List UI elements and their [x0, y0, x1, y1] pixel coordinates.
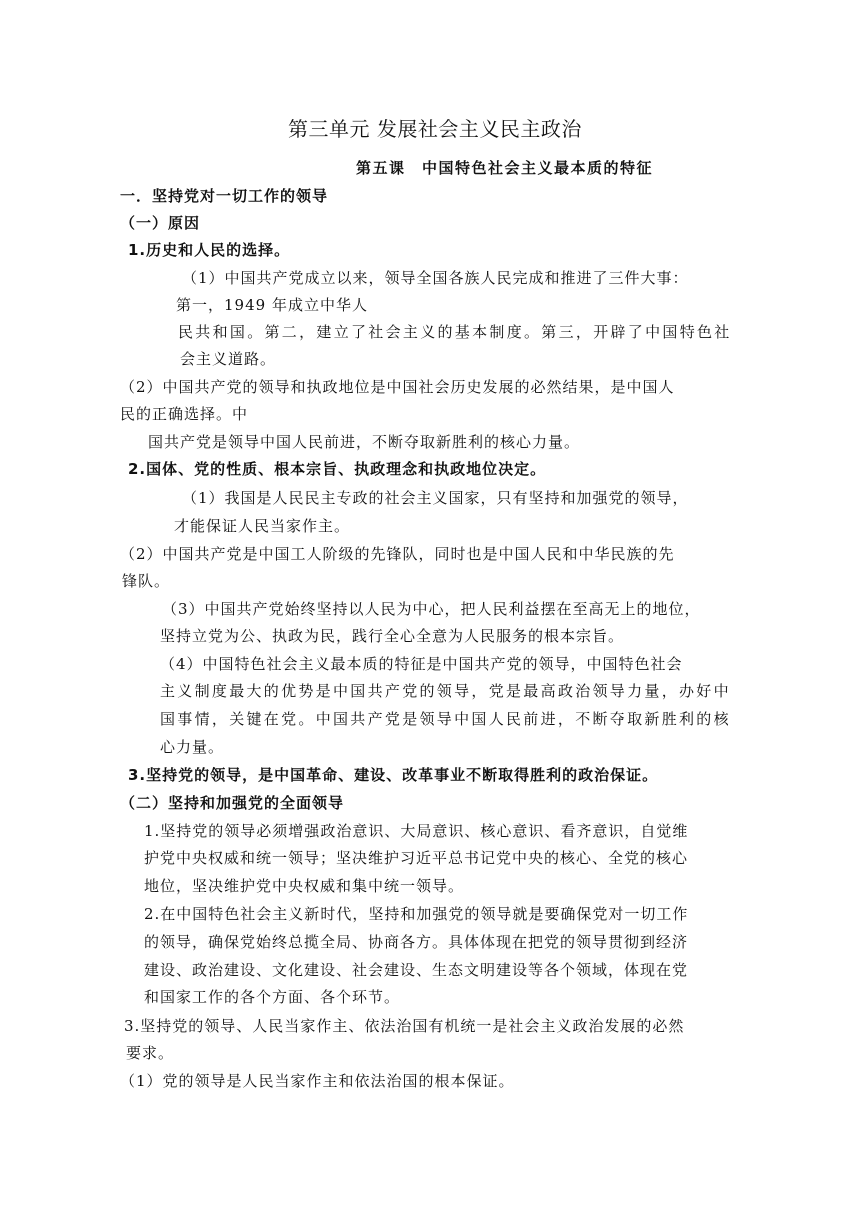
paragraph-line: 国共产党是领导中国人民前进，不断夺取新胜利的核心力量。 [148, 433, 581, 451]
paragraph-line: （2）中国共产党的领导和执政地位是中国社会历史发展的必然结果，是中国人 [120, 378, 675, 396]
paragraph-line: 的领导，确保党始终总揽全局、协商各方。具体体现在把党的领导贯彻到经济 [144, 933, 689, 951]
paragraph-line: 会主义道路。 [180, 350, 277, 368]
paragraph-line: （4）中国特色社会主义最本质的特征是中国共产党的领导，中国特色社会 [160, 655, 683, 673]
paragraph-line: 国事情，关键在党。中国共产党是领导中国人民前进，不断夺取新胜利的核 [160, 710, 731, 728]
paragraph-line: 坚持立党为公、执政为民，践行全心全意为人民服务的根本宗旨。 [160, 627, 625, 645]
paragraph-line: （2）中国共产党是中国工人阶级的先锋队，同时也是中国人民和中华民族的先 [120, 545, 675, 563]
paragraph-line: 民共和国。第二，建立了社会主义的基本制度。第三，开辟了中国特色社 [178, 323, 732, 341]
paragraph-line: 地位，坚决维护党中央权威和集中统一领导。 [144, 877, 465, 895]
paragraph-line: 要求。 [126, 1044, 175, 1062]
paragraph-line: 主义制度最大的优势是中国共产党的领导，党是最高政治领导力量，办好中 [160, 682, 731, 700]
paragraph-line: 2.在中国特色社会主义新时代，坚持和加强党的领导就是要确保党对一切工作 [144, 905, 689, 923]
paragraph-line: （1）我国是人民民主专政的社会主义国家，只有坚持和加强党的领导， [182, 489, 689, 507]
paragraph-line: 3.坚持党的领导、人民当家作主、依法治国有机统一是社会主义政治发展的必然 [124, 1017, 685, 1035]
paragraph-line: （1）中国共产党成立以来，领导全国各族人民完成和推进了三件大事： [182, 269, 689, 287]
lesson-title: 第五课 中国特色社会主义最本质的特征 [356, 159, 654, 177]
point-heading: 2.国体、党的性质、根本宗旨、执政理念和执政地位决定。 [128, 460, 547, 478]
point-heading: 1.历史和人民的选择。 [128, 241, 291, 259]
paragraph-line: 第一，1949 年成立中华人 [176, 296, 368, 314]
subsection-heading: （一）原因 [120, 214, 201, 232]
paragraph-line: （1）党的领导是人民当家作主和依法治国的根本保证。 [120, 1072, 515, 1090]
subsection-heading: （二）坚持和加强党的全面领导 [120, 794, 345, 812]
unit-title: 第三单元 发展社会主义民主政治 [288, 117, 582, 141]
paragraph-line: （3）中国共产党始终坚持以人民为中心，把人民利益摆在至高无上的地位， [162, 600, 701, 618]
paragraph-line: 和国家工作的各个方面、各个环节。 [144, 988, 401, 1006]
paragraph-line: 民的正确选择。中 [120, 405, 249, 423]
point-heading: 3.坚持党的领导，是中国革命、建设、改革事业不断取得胜利的政治保证。 [128, 766, 659, 784]
paragraph-line: 心力量。 [160, 738, 225, 756]
paragraph-line: 护党中央权威和统一领导；坚决维护习近平总书记党中央的核心、全党的核心 [144, 849, 689, 867]
paragraph-line: 1.坚持党的领导必须增强政治意识、大局意识、核心意识、看齐意识，自觉维 [144, 822, 689, 840]
section-heading: 一．坚持党对一切工作的领导 [120, 187, 329, 205]
paragraph-line: 才能保证人民当家作主。 [174, 517, 351, 535]
paragraph-line: 建设、政治建设、文化建设、社会建设、生态文明建设等各个领域，体现在党 [144, 961, 689, 979]
paragraph-line: 锋队。 [122, 572, 171, 590]
